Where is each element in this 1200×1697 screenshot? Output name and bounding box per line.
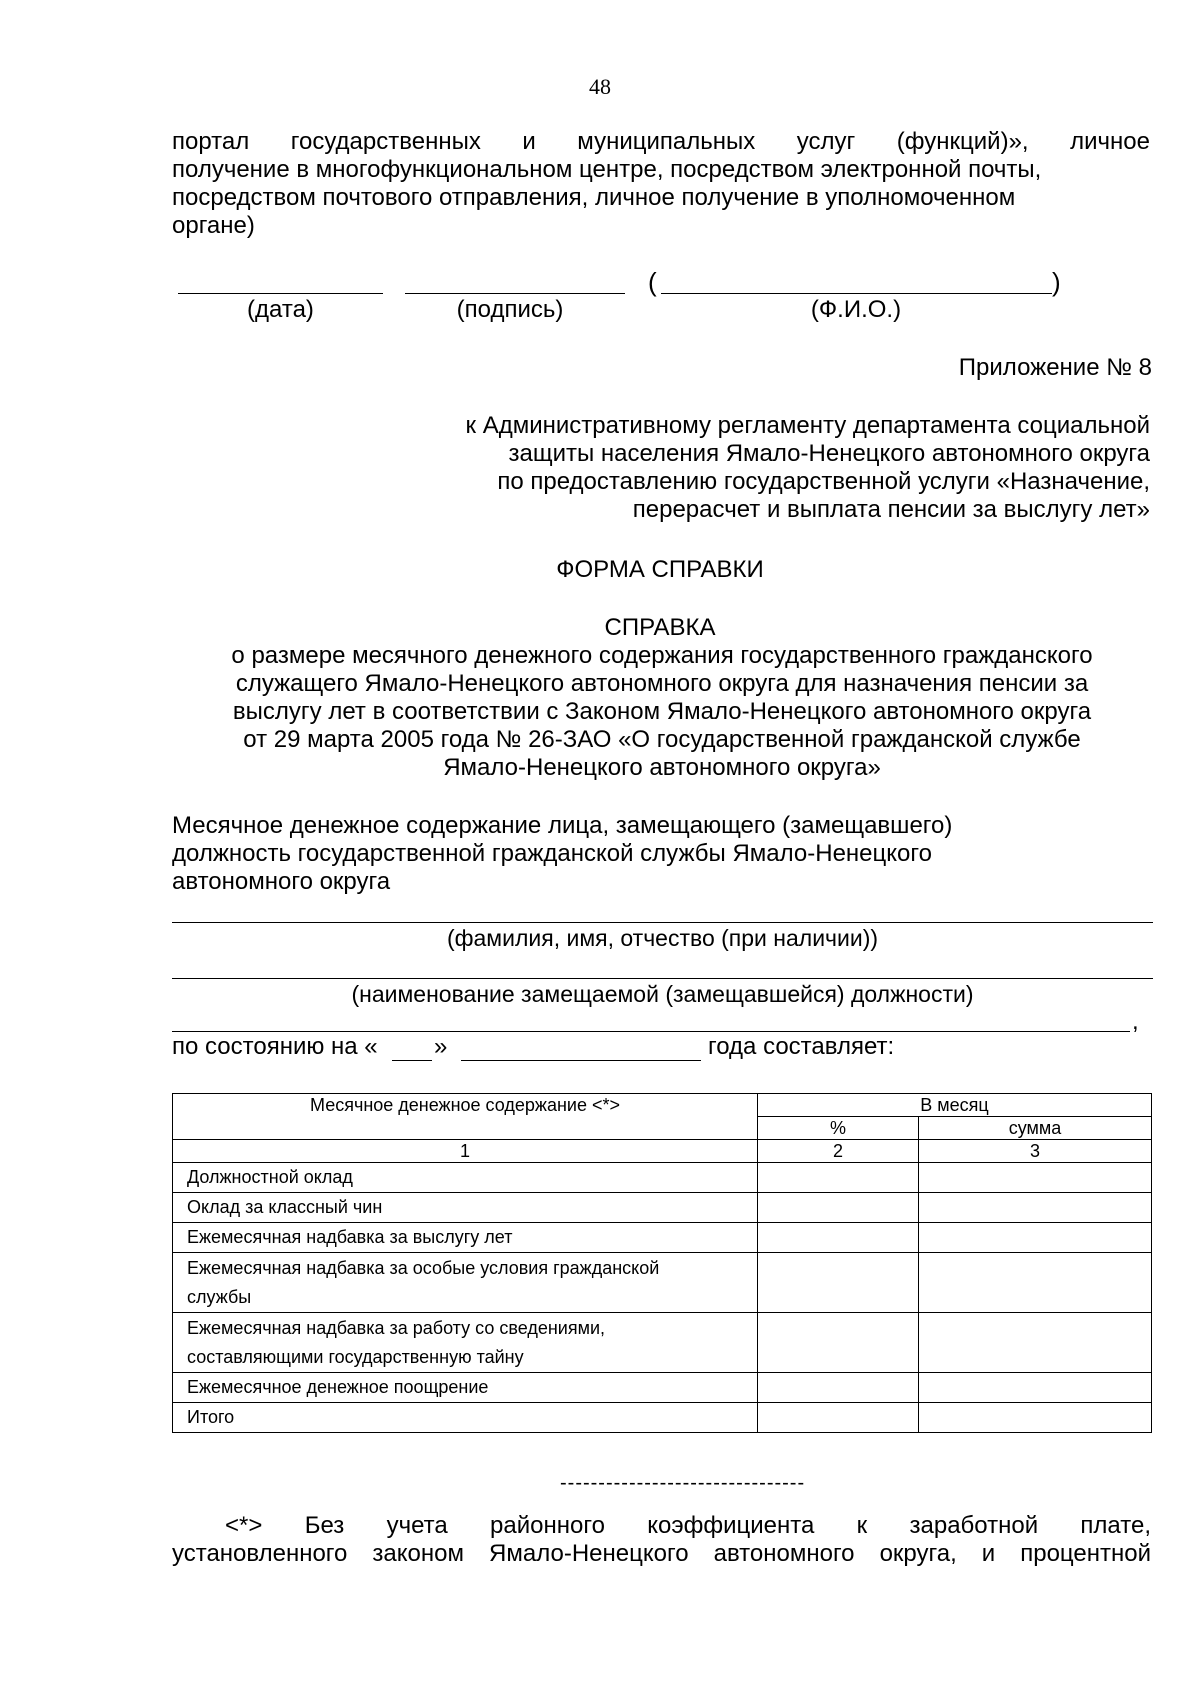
intro-line: должность государственной гражданской службы Ямало-Ненецкого (172, 840, 932, 867)
comma: , (1132, 1008, 1139, 1035)
paragraph-line: органе) (172, 212, 255, 239)
form-heading: ФОРМА СПРАВКИ (556, 556, 764, 583)
appendix-line: перерасчет и выплата пенсии за выслугу лет» (632, 496, 1150, 523)
as-of-prefix: по состоянию на « (172, 1033, 378, 1060)
subtitle-line: Ямало-Ненецкого автономного округа» (443, 754, 881, 781)
table-row (173, 1373, 1152, 1403)
appendix-line: защиты населения Ямало-Ненецкого автономного округа (508, 440, 1150, 467)
table-row (173, 1163, 1152, 1193)
position-field-line (172, 978, 1153, 979)
percent-cell (758, 1253, 919, 1313)
subtitle-line: выслугу лет в соответствии с Законом Ямало-Ненецкого автономного округа (232, 698, 1092, 725)
footnote-line: установленного законом Ямало-Ненецкого автономного округа, и процентной (172, 1540, 1151, 1567)
subtitle-line: о размере месячного денежного содержания государственного гражданского (231, 642, 1093, 669)
column-number: 3 (919, 1140, 1152, 1163)
sum-cell (919, 1253, 1152, 1313)
date-line (178, 293, 383, 294)
row-label-line: Ежемесячная надбавка за работу со сведениями, (187, 1318, 606, 1338)
row-label-line: составляющими государственную тайну (187, 1347, 524, 1367)
row-label-line: службы (187, 1287, 252, 1307)
paragraph-line: посредством почтового отправления, личное получение в уполномоченном (172, 184, 1016, 211)
column-number: 1 (173, 1140, 758, 1163)
percent-cell (758, 1313, 919, 1373)
header-month: В месяц (758, 1094, 1152, 1117)
row-label: Должностной оклад (173, 1163, 758, 1193)
salary-table (172, 1093, 1152, 1433)
intro-line: Месячное денежное содержание лица, замещающего (замещавшего) (172, 812, 953, 839)
footnote-separator: -------------------------------- (560, 1472, 806, 1494)
position-caption: (наименование замещаемой (замещавшейся) должности) (351, 981, 974, 1007)
signature-caption: (подпись) (456, 296, 564, 323)
page-number: 48 (589, 74, 611, 99)
sum-cell (919, 1373, 1152, 1403)
intro-line: автономного округа (172, 868, 391, 895)
row-label: Ежемесячное денежное поощрение (173, 1373, 758, 1403)
sum-cell (919, 1403, 1152, 1433)
table-row (173, 1253, 1152, 1313)
percent-cell (758, 1193, 919, 1223)
row-label: Ежемесячная надбавка за выслугу лет (173, 1223, 758, 1253)
row-label-line: Ежемесячная надбавка за особые условия гражданской (187, 1258, 660, 1278)
sum-cell (919, 1163, 1152, 1193)
date-caption: (дата) (247, 296, 314, 323)
table-row (173, 1313, 1152, 1373)
certificate-title: СПРАВКА (604, 614, 716, 641)
appendix-line: по предоставлению государственной услуги «Назначение, (497, 468, 1150, 495)
row-label: Оклад за классный чин (173, 1193, 758, 1223)
subtitle-line: служащего Ямало-Ненецкого автономного округа для назначения пенсии за (235, 670, 1089, 697)
header-percent: % (758, 1117, 919, 1140)
header-main: Месячное денежное содержание <*> (173, 1094, 758, 1140)
appendix-line: к Административному регламенту департамента социальной (465, 412, 1150, 439)
footnote-line: <*> Без учета районного коэффициента к заработной плате, (225, 1512, 1151, 1539)
as-of-suffix: года составляет: (708, 1033, 895, 1060)
percent-cell (758, 1163, 919, 1193)
percent-cell (758, 1223, 919, 1253)
row-label (173, 1253, 758, 1313)
row-label: Итого (173, 1403, 758, 1433)
extra-field-line (172, 1031, 1130, 1032)
name-field-line (172, 922, 1153, 923)
appendix-title: Приложение № 8 (958, 354, 1152, 381)
sum-cell (919, 1223, 1152, 1253)
month-year-field-line (461, 1060, 701, 1061)
sum-cell (919, 1193, 1152, 1223)
header-sum: сумма (919, 1117, 1152, 1140)
fio-line (661, 293, 1052, 294)
fio-caption: (Ф.И.О.) (810, 296, 902, 323)
as-of-quote-close: » (434, 1033, 448, 1060)
signature-line (405, 293, 625, 294)
column-number: 2 (758, 1140, 919, 1163)
day-field-line (392, 1060, 432, 1061)
table-row (173, 1223, 1152, 1253)
row-label (173, 1313, 758, 1373)
percent-cell (758, 1373, 919, 1403)
table-row (173, 1193, 1152, 1223)
paragraph-line: получение в многофункциональном центре, посредством электронной почты, (172, 156, 1042, 183)
paragraph-line: портал государственных и муниципальных услуг (функций)», личное (172, 128, 1150, 155)
name-caption: (фамилия, имя, отчество (при наличии)) (446, 925, 879, 951)
subtitle-line: от 29 марта 2005 года № 26-ЗАО «О государственной гражданской службе (243, 726, 1081, 753)
close-paren: ) (1052, 267, 1061, 297)
open-paren: ( (648, 267, 657, 297)
sum-cell (919, 1313, 1152, 1373)
percent-cell (758, 1403, 919, 1433)
table-row (173, 1403, 1152, 1433)
